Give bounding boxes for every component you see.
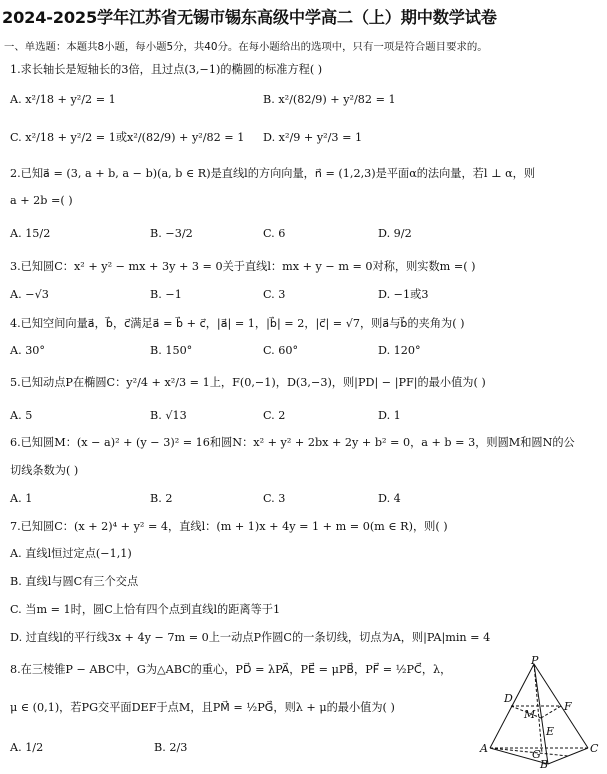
question-2-option-d: D. 9/2	[378, 227, 412, 240]
question-5-option-b: B. √13	[150, 409, 187, 422]
question-1-stem: 1.求长轴长是短轴长的3倍，且过点(3,−1)的椭圆的标准方程( )	[10, 63, 323, 76]
question-3-option-c: C. 3	[263, 288, 286, 301]
question-2-option-b: B. −3/2	[150, 227, 193, 240]
question-6-stem-line-2: 切线条数为( )	[10, 464, 79, 477]
question-8-stem-line-2: μ ∈ (0,1)，若PG交平面DEF于点M，且PM⃗ = ½PG⃗，则λ + μ的最小值为( )	[10, 701, 395, 714]
question-1-option-d: D. x²/9 + y²/3 = 1	[263, 131, 363, 144]
label-p: P	[531, 656, 539, 667]
label-f: F	[564, 700, 572, 713]
label-a: A	[480, 742, 488, 755]
median-hidden	[490, 748, 568, 756]
question-2-stem-line-1: 2.已知a⃗ = (3, a + b, a − b)(a, b ∈ R)是直线l的方向向量，n⃗ = (1,2,3)是平面α的法向量，若l ⊥ α，则	[10, 167, 536, 180]
question-6-option-d: D. 4	[378, 492, 401, 505]
question-1-option-a: A. x²/18 + y²/2 = 1	[10, 93, 116, 106]
label-d: D	[504, 692, 513, 705]
question-5-option-a: A. 5	[10, 409, 33, 422]
question-7-option-c: C. 当m = 1时，圆C上恰有四个点到直线l的距离等于1	[10, 603, 281, 616]
question-2-stem-line-2: a + 2b =( )	[10, 194, 73, 207]
question-6-option-c: C. 3	[263, 492, 286, 505]
question-1-option-c: C. x²/18 + y²/2 = 1或x²/(82/9) + y²/82 = 1	[10, 131, 245, 144]
question-1-option-b: B. x²/(82/9) + y²/82 = 1	[263, 93, 396, 106]
question-4-option-b: B. 150°	[150, 344, 193, 357]
section-heading: 一、单选题：本题共8小题，每小题5分，共40分。在每小题给出的选项中，只有一项是符合题目要求的。	[4, 41, 488, 53]
question-8-option-b: B. 2/3	[154, 741, 188, 754]
question-3-option-a: A. −√3	[10, 288, 49, 301]
question-3-option-b: B. −1	[150, 288, 182, 301]
question-7-option-d: D. 过直线l的平行线3x + 4y − 7m = 0上一动点P作圆C的一条切线，切点为A，则|PA|min = 4	[10, 631, 491, 644]
question-8-stem-line-1: 8.在三棱锥P − ABC中，G为△ABC的重心，PD⃗ = λPA⃗，PE⃗ = μPB⃗，PF⃗ = ½PC⃗，λ，	[10, 663, 452, 676]
question-4-option-d: D. 120°	[378, 344, 421, 357]
pyramid-diagram	[478, 656, 604, 770]
question-5-option-c: C. 2	[263, 409, 286, 422]
label-b: B	[540, 758, 549, 770]
question-4-option-a: A. 30°	[10, 344, 46, 357]
label-e: E	[546, 725, 555, 738]
question-7-option-b: B. 直线l与圆C有三个交点	[10, 575, 139, 588]
question-3-option-d: D. −1或3	[378, 288, 429, 301]
question-6-option-b: B. 2	[150, 492, 173, 505]
question-7-option-a: A. 直线l恒过定点(−1,1)	[10, 547, 132, 560]
question-5-option-d: D. 1	[378, 409, 401, 422]
question-7-stem: 7.已知圆C：(x + 2)⁴ + y² = 4，直线l：(m + 1)x + 4y = 1 + m = 0(m ∈ R)，则( )	[10, 520, 448, 533]
pyramid-figure	[478, 656, 604, 770]
question-8-option-a: A. 1/2	[10, 741, 44, 754]
question-4-stem: 4.已知空间向量a⃗，b⃗，c⃗满足a⃗ = b⃗ + c⃗，|a⃗| = 1，|b⃗| = 2，|c⃗| = √7，则a⃗与b⃗的夹角为( )	[10, 317, 465, 330]
exam-title: 2024-2025学年江苏省无锡市锡东高级中学高二（上）期中数学试卷	[2, 8, 497, 27]
question-6-stem-line-1: 6.已知圆M：(x − a)² + (y − 3)² = 16和圆N：x² + y² + 2bx + 2y + b² = 0，a + b = 3，则圆M和圆N的公	[10, 436, 575, 449]
question-5-stem: 5.已知动点P在椭圆C：y²/4 + x²/3 = 1上，F(0,−1)，D(3,−3)，则|PD| − |PF|的最小值为( )	[10, 376, 486, 389]
label-g: G	[532, 748, 541, 761]
question-2-option-c: C. 6	[263, 227, 286, 240]
question-3-stem: 3.已知圆C：x² + y² − mx + 3y + 3 = 0关于直线l：mx + y − m = 0对称，则实数m =( )	[10, 260, 476, 273]
segment-ef	[541, 706, 561, 718]
question-4-option-c: C. 60°	[263, 344, 299, 357]
question-2-option-a: A. 15/2	[10, 227, 51, 240]
question-6-option-a: A. 1	[10, 492, 33, 505]
label-c: C	[590, 742, 599, 755]
label-m: M	[524, 708, 536, 721]
